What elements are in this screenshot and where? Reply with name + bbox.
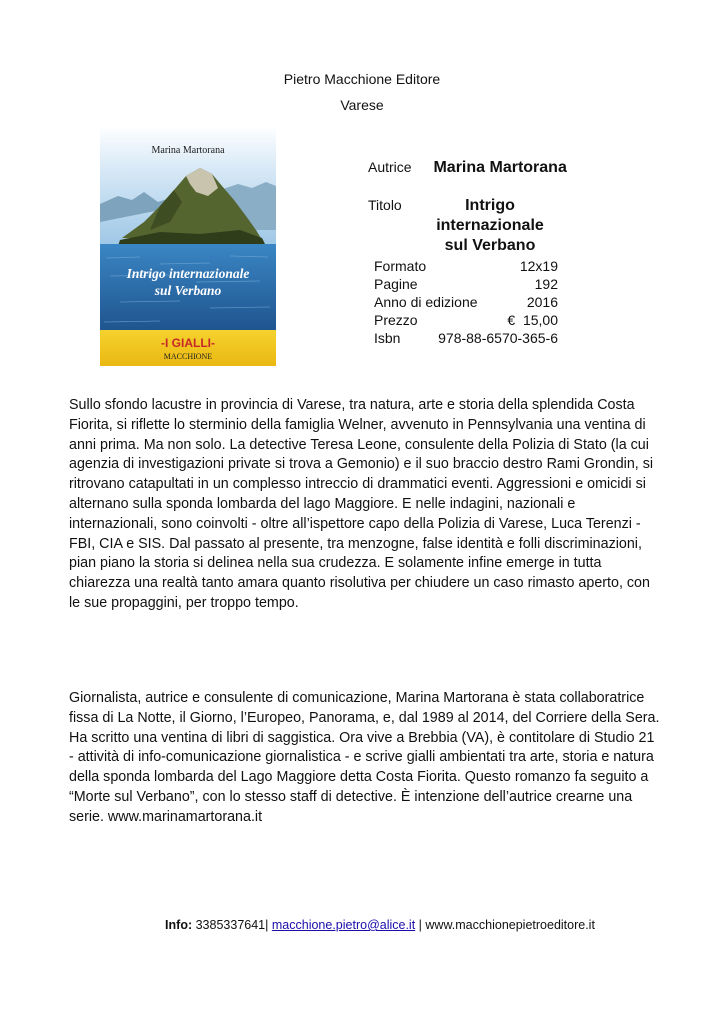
author-bio-paragraph: Giornalista, autrice e consulente di comunicazione, Marina Martorana è stata collaboratrice fissa di La Notte, il Giorno, l’Europeo, Panorama, e, dal 1989 al 2014, del Corriere della Sera. Ha scritto una ventina di libri di saggistica. Ora vive a Brebbia (VA), è contitolare di Studio 21 - attività di info-comunicazione giornalistica - e scrive gialli ambientati tra arte, storia e natura della sponda lombarda del Lago Maggiore detta Costa Fiorita. Questo romanzo fa seguito a “Morte sul Verbano”, con lo stesso staff di detective. È intenzione dell’autrice crearne una serie. www.marinamartorana.it — [69, 690, 660, 825]
detail-value: 2016 — [526, 294, 558, 310]
cover-series: -I GIALLI- — [161, 336, 215, 350]
cover-author: Marina Martorana — [151, 145, 225, 156]
footer-info — [0, 918, 724, 932]
detail-label: Prezzo — [374, 312, 418, 328]
detail-label: Pagine — [374, 276, 418, 292]
author-row — [368, 159, 567, 177]
detail-value: 12x19 — [519, 258, 558, 274]
detail-label: Isbn — [374, 330, 401, 346]
cover-title-line2: sul Verbano — [154, 283, 222, 298]
detail-row-year — [374, 293, 558, 311]
publisher-city: Varese — [340, 97, 384, 113]
detail-row-isbn — [374, 329, 558, 347]
title-line2: sul Verbano — [444, 237, 536, 254]
title-label: Titolo — [368, 197, 402, 213]
phone-number: 3385337641 — [195, 918, 266, 932]
detail-label: Formato — [374, 258, 427, 274]
title-value — [414, 196, 566, 256]
detail-value: € 15,00 — [507, 312, 558, 328]
publisher-name: Pietro Macchione Editore — [283, 71, 441, 87]
website-link[interactable]: www.macchionepietroeditore.it — [425, 918, 595, 932]
title-line1: Intrigo internazionale — [436, 197, 544, 234]
author-label: Autrice — [368, 159, 412, 175]
detail-value: 192 — [534, 276, 558, 292]
cover-title-line1: Intrigo internazionale — [126, 266, 250, 281]
detail-row-pages — [374, 275, 558, 293]
detail-label: Anno di edizione — [374, 294, 478, 310]
publisher-header — [0, 66, 724, 118]
title-row — [368, 197, 402, 213]
separator: | — [265, 918, 269, 932]
cover-imprint: MACCHIONE — [163, 352, 213, 361]
separator: | — [418, 918, 422, 932]
author-name: Marina Martorana — [433, 159, 567, 176]
detail-row-format — [374, 257, 558, 275]
info-label: Info: — [165, 918, 193, 932]
synopsis-paragraph: Sullo sfondo lacustre in provincia di Varese, tra natura, arte e storia della splendida Costa Fiorita, si riflette lo sterminio della famiglia Welner, avvenuto in Pennsylvania una ventina di anni prima. Ma non solo. La detective Teresa Leone, consulente della Polizia di Stato (la cui agenzia di investigazioni private si trova a Gemonio) e il suo braccio destro Rami Grondin, si ritrovano catapultati in un complesso intreccio di drammatici eventi. Aggressioni e omicidi si alternano sulla sponda lombarda del lago Maggiore. E nelle indagini, nazionali e internazionali, sono coinvolti - oltre all’ispettore capo della Polizia di Varese, Luca Terenzi - FBI, CIA e SIS. Dal passato al presente, tra menzogne, false identità e folli discriminazioni, pian piano la storia si delinea nella sua crudezza. E solamente infine emerge in tutta chiarezza una realtà tanto amara quanto risolutiva per chiudere un caso rimasto aperto, con le sue propaggini, per troppo tempo. — [69, 397, 654, 611]
detail-value: 978-88-6570-365-6 — [438, 330, 558, 346]
book-cover — [100, 126, 276, 366]
book-details — [374, 257, 558, 347]
detail-row-price — [374, 311, 558, 329]
email-link[interactable]: macchione.pietro@alice.it — [271, 918, 416, 932]
